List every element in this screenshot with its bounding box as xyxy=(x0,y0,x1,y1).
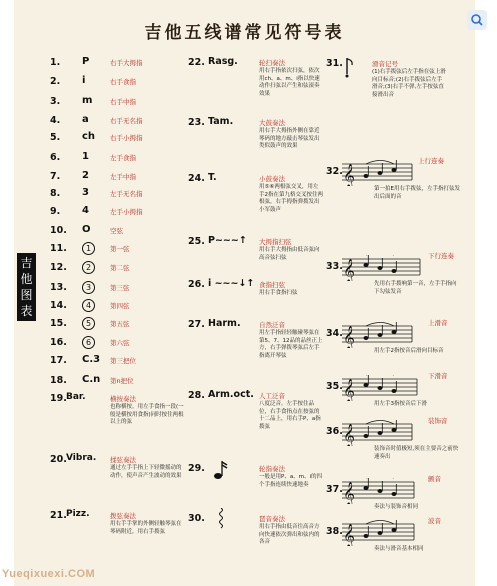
technique-name: 小鼓奏法 xyxy=(259,175,285,183)
symbol-glyph: ch xyxy=(82,131,96,142)
side-tab: 吉他图表 xyxy=(17,253,36,321)
symbol-glyph: Harm. xyxy=(208,318,241,329)
symbol-glyph: 4 xyxy=(82,205,89,216)
technique-description: 用右手大拇指外侧在靠近琴码的地方敲击琴弦发出类似鼓声的效果 xyxy=(259,128,320,149)
symbol-number: 35. xyxy=(326,381,343,392)
search-icon xyxy=(467,10,487,30)
symbol-number: 26. xyxy=(188,279,205,290)
symbol-glyph: i xyxy=(82,75,86,86)
symbol-number: 12. xyxy=(50,262,67,273)
technique-description: 用右手指由低音往高音方向快速依次弹出和弦内的各音 xyxy=(259,524,320,545)
symbol-number: 32. xyxy=(326,166,343,177)
string-number-symbol: 4 xyxy=(82,299,95,312)
technique-name: 下滑音 xyxy=(428,372,448,380)
technique-name: 滑音记号 xyxy=(372,60,398,68)
symbol-meaning: 右手无名指 xyxy=(110,117,143,125)
symbol-number: 38. xyxy=(326,526,343,537)
symbol-number: 30. xyxy=(188,513,205,524)
symbol-meaning: 左手食指 xyxy=(110,154,136,162)
symbol-meaning: 左手中指 xyxy=(110,173,136,181)
technique-description: (1)右手拨弦后左手指在弦上滑向目标音;(2)右手拨弦后左手滑音;(3)右手不弹,左手按弦直接滑出音 xyxy=(372,69,446,98)
symbol-glyph: 3 xyxy=(82,187,89,198)
symbol-meaning: 第四弦 xyxy=(110,302,130,310)
symbol-meaning: 第三弦 xyxy=(110,284,130,292)
symbol-meaning: 第n把位 xyxy=(110,377,134,385)
symbol-number: 25. xyxy=(188,236,205,247)
staff-notation xyxy=(342,478,418,504)
symbol-number: 17. xyxy=(50,355,67,366)
svg-text:𝄞: 𝄞 xyxy=(343,481,355,504)
symbol-number: 15. xyxy=(50,318,67,329)
technique-description: 奏法与滑音基本相同 xyxy=(374,546,424,552)
staff-notation xyxy=(342,420,416,446)
technique-name: 上行连奏 xyxy=(418,157,444,165)
string-number-symbol: 1 xyxy=(82,242,95,255)
symbol-number: 11. xyxy=(50,243,67,254)
symbol-glyph: C.3 xyxy=(82,354,101,365)
symbol-number: 33. xyxy=(326,261,343,272)
staff-notation xyxy=(342,520,418,546)
symbol-glyph: P xyxy=(82,56,90,67)
technique-description: 用左手2指按音后滑向目标音 xyxy=(374,348,444,354)
technique-description: 用左手3指按音后下滑 xyxy=(374,401,427,407)
page-title: 吉他五线谱常见符号表 xyxy=(144,23,345,43)
symbol-glyph: C.n xyxy=(82,374,101,385)
string-number-symbol: 6 xyxy=(82,336,95,349)
technique-name: 揉弦奏法 xyxy=(110,456,136,464)
technique-description: 用右手食指扫弦 xyxy=(259,290,298,296)
symbol-number: 37. xyxy=(326,484,343,495)
svg-text:𝄞: 𝄞 xyxy=(343,378,355,401)
symbol-number: 24. xyxy=(188,173,205,184)
svg-text:𝄞: 𝄞 xyxy=(343,163,355,186)
symbol-meaning: 第一弦 xyxy=(110,245,130,253)
technique-name: 横按奏法 xyxy=(110,395,136,403)
technique-name: 人工泛音 xyxy=(259,392,285,400)
symbol-number: 2. xyxy=(50,76,61,87)
staff-notation xyxy=(342,160,416,186)
technique-description: 也称横按。用左手食指一段(一般是横按用食指)同时按住两根以上的弦 xyxy=(110,404,184,425)
symbol-number: 27. xyxy=(188,319,205,330)
symbol-number: 21. xyxy=(50,510,67,521)
staff-notation xyxy=(342,255,424,281)
technique-name: 轮扫奏法 xyxy=(259,59,285,67)
symbol-number: 28. xyxy=(188,390,205,401)
string-number-symbol: 3 xyxy=(82,281,95,294)
symbol-number: 4. xyxy=(50,115,61,126)
tremolo-note-symbol xyxy=(213,459,235,481)
symbol-meaning: 左手无名指 xyxy=(110,190,143,198)
symbol-number: 23. xyxy=(188,117,205,128)
symbol-number: 13. xyxy=(50,282,67,293)
symbol-meaning: 右手中指 xyxy=(110,98,136,106)
technique-description: 装饰音时值极短,须在主要音之前快速奏出 xyxy=(374,446,459,460)
technique-name: 下行连奏 xyxy=(428,252,454,260)
symbol-number: 14. xyxy=(50,300,67,311)
technique-description: 用左手指轻轻触碰琴弦在第5、7、12品的品丝正上方，右手弹拨琴弦后左手指离开琴弦 xyxy=(259,330,323,359)
staff-notation xyxy=(342,375,421,401)
slide-mark-symbol xyxy=(344,56,358,78)
symbol-number: 16. xyxy=(50,337,67,348)
symbol-number: 36. xyxy=(326,426,343,437)
symbol-glyph: O xyxy=(82,224,91,235)
technique-name: 大拇指扫弦 xyxy=(259,238,292,246)
symbol-number: 20. xyxy=(50,454,67,465)
symbol-number: 29. xyxy=(188,463,205,474)
svg-text:𝄞: 𝄞 xyxy=(343,325,355,348)
symbol-meaning: 右手小拇指 xyxy=(110,134,143,142)
symbol-glyph: Arm.oct. xyxy=(208,389,254,400)
technique-name: 琶音奏法 xyxy=(259,515,285,523)
technique-name: 轮指奏法 xyxy=(259,465,285,473)
symbol-number: 19. xyxy=(50,393,67,404)
symbol-number: 18. xyxy=(50,375,67,386)
technique-name: 上滑音 xyxy=(428,319,448,327)
symbol-number: 5. xyxy=(50,132,61,143)
symbol-number: 34. xyxy=(326,328,343,339)
arpeggio-symbol xyxy=(216,508,226,530)
technique-name: 装饰音 xyxy=(428,417,448,425)
symbol-number: 7. xyxy=(50,171,61,182)
technique-description: 先用右手拨响第一音，左手手指向下勾弦发音 xyxy=(374,281,457,295)
watermark: Yueqixuexi.COM xyxy=(2,568,96,580)
symbol-meaning: 右手食指 xyxy=(110,78,136,86)
svg-text:𝄞: 𝄞 xyxy=(343,423,355,446)
technique-description: 用⑤⑥两根弦交叉，用左手2指在第九格交叉按住两根弦，右手拇指弹拨发出小军鼓声 xyxy=(259,184,324,213)
symbol-glyph: Rasg. xyxy=(208,56,238,67)
symbol-glyph: m xyxy=(82,95,93,106)
technique-description: 用右手大拇指由低音弦向高音弦扫弦 xyxy=(259,247,320,261)
symbol-meaning: 左手小拇指 xyxy=(110,208,143,216)
symbol-glyph: a xyxy=(82,114,89,125)
symbol-glyph: Vibra. xyxy=(66,453,97,463)
technique-name: 大鼓奏法 xyxy=(259,119,285,127)
technique-name: 颤音 xyxy=(428,475,441,483)
symbol-glyph: P~~~↑ xyxy=(208,235,247,246)
symbol-number: 10. xyxy=(50,225,67,236)
symbol-meaning: 第六弦 xyxy=(110,339,130,347)
technique-name: 食指扫弦 xyxy=(259,281,285,289)
symbol-number: 22. xyxy=(188,57,205,68)
symbol-glyph: T. xyxy=(208,172,217,183)
technique-description: 奏法与装饰音相同 xyxy=(374,504,419,510)
symbol-glyph: Pizz. xyxy=(66,509,90,519)
technique-description: 一般是用P、a、m、i的四个手指连续快速地奏 xyxy=(259,474,323,488)
symbol-glyph: Tam. xyxy=(208,116,234,127)
technique-description: 用右手手掌的外侧轻触琴弦在琴码附近，用右手拨弦 xyxy=(110,521,182,535)
technique-description: 通过左手手指上下轻微摇动的动作，使声音产生波动的效果 xyxy=(110,465,182,479)
symbol-glyph: 1 xyxy=(82,151,89,162)
symbol-meaning: 第三把位 xyxy=(110,357,136,365)
symbol-number: 6. xyxy=(50,152,61,163)
symbol-meaning: 第二弦 xyxy=(110,264,130,272)
technique-description: 八度泛音。左手按住品位，右手食指点在按弦的十二品上，用右手P、a指拨弦 xyxy=(259,401,321,430)
technique-name: 波音 xyxy=(428,517,441,525)
technique-name: 自然泛音 xyxy=(259,321,285,329)
symbol-number: 9. xyxy=(50,206,61,217)
staff-notation xyxy=(342,322,416,348)
technique-name: 拨弦奏法 xyxy=(110,512,136,520)
document-page xyxy=(14,0,475,586)
technique-description: 用右手指依次扫弦，依次用ch、a、m、i指以快速动作扫弦以产生和弦滚奏效果 xyxy=(259,68,320,97)
symbol-number: 1. xyxy=(50,57,61,68)
symbol-number: 8. xyxy=(50,188,61,199)
symbol-glyph: 2 xyxy=(82,170,89,181)
technique-description: 第一拍E用右手拨弦，左手指打弦发出后面的音 xyxy=(374,186,460,200)
symbol-number: 31. xyxy=(326,58,343,69)
symbol-number: 3. xyxy=(50,96,61,107)
string-number-symbol: 5 xyxy=(82,317,95,330)
symbol-meaning: 右手大拇指 xyxy=(110,59,143,67)
visual-search-button[interactable] xyxy=(467,10,487,30)
symbol-glyph: i ~~~↓↑ xyxy=(208,278,255,289)
svg-text:𝄞: 𝄞 xyxy=(343,258,355,281)
symbol-glyph: Bar. xyxy=(66,392,86,402)
symbol-meaning: 第五弦 xyxy=(110,320,130,328)
symbol-meaning: 空弦 xyxy=(110,227,123,235)
svg-text:𝄞: 𝄞 xyxy=(343,523,355,546)
string-number-symbol: 2 xyxy=(82,261,95,274)
